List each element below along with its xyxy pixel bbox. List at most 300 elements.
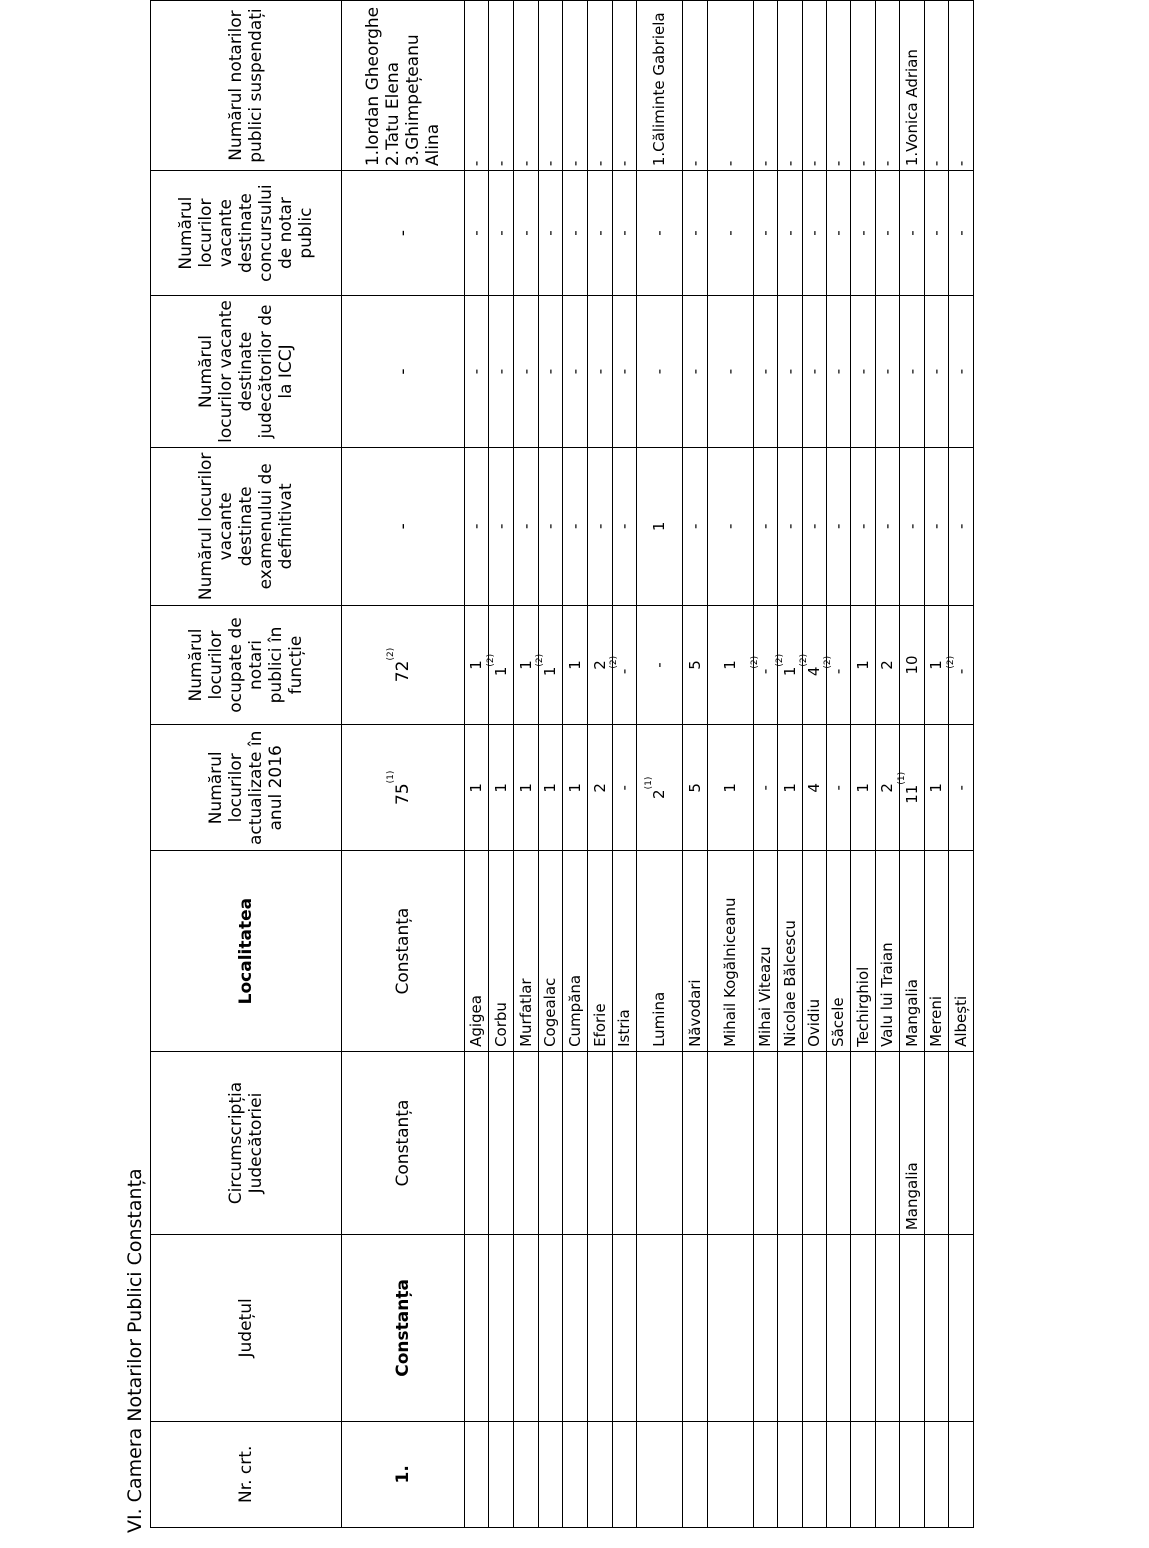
value: -: [829, 785, 847, 791]
cell-localitate: [539, 851, 563, 1052]
cell-actualizate: [514, 725, 539, 851]
value: -: [565, 160, 584, 167]
value: -: [853, 368, 872, 375]
cell-ocupate: [851, 605, 876, 725]
value: 2: [590, 660, 609, 670]
cell-suspendati: [708, 1, 754, 171]
cell-concurs: [778, 171, 803, 296]
value: -: [927, 368, 945, 375]
cell-concurs: [514, 171, 539, 296]
value: -: [721, 523, 739, 530]
cell-judet: [851, 1235, 876, 1422]
cell-iccj: [900, 296, 925, 448]
cell-definitivat: [539, 448, 563, 606]
cell-iccj: [754, 296, 778, 448]
cell-actualizate: [949, 725, 974, 851]
footnote-mark: (2): [750, 655, 760, 669]
notary-table: [150, 0, 974, 1528]
cell-nr: [489, 1421, 514, 1527]
cell-actualizate: [613, 725, 637, 851]
cell-iccj: [465, 296, 489, 448]
cell-concurs: [851, 171, 876, 296]
cell-judet: [489, 1235, 514, 1422]
cell-definitivat: [754, 448, 778, 606]
table-row: [465, 1, 489, 1528]
value: -: [721, 230, 739, 236]
cell-actualizate: [778, 725, 803, 851]
value: -: [951, 523, 970, 530]
header-iccj: Numărul locurilor vacante destinate judecătorilor de la ICCJ: [151, 296, 342, 448]
cell-judet: [539, 1235, 563, 1422]
cell-actualizate: [489, 725, 514, 851]
value: -: [853, 523, 872, 530]
header-nr: Nr. crt.: [151, 1421, 342, 1527]
value: -: [780, 230, 799, 236]
cell-concurs: [539, 171, 563, 296]
cell-suspendati: [613, 1, 637, 171]
cell-circumscriptie: [637, 1051, 683, 1234]
cell-concurs: [708, 171, 754, 296]
cell-ocupate: [563, 605, 588, 725]
cell-actualizate: [803, 725, 827, 851]
cell-definitivat: [588, 448, 613, 606]
cell-concurs: [563, 171, 588, 296]
value: Mereni: [927, 996, 945, 1047]
cell-actualizate: [342, 725, 465, 851]
cell-iccj: [876, 296, 900, 448]
value: -: [615, 785, 633, 791]
value: 2: [878, 660, 896, 670]
value: Săcele: [829, 997, 847, 1047]
value: Eforie: [590, 1003, 609, 1047]
value: -: [590, 523, 609, 530]
cell-ocupate: [945, 605, 974, 725]
cell-definitivat: [563, 448, 588, 606]
value: -: [541, 230, 559, 236]
cell-localitate: [851, 851, 876, 1052]
value: 1: [565, 783, 584, 793]
value: 1: [516, 660, 535, 670]
footnote-mark: (1): [644, 776, 654, 790]
cell-definitivat: [827, 448, 851, 606]
cell-concurs: [876, 171, 900, 296]
cell-judet: [514, 1235, 539, 1422]
table-row: [876, 1, 900, 1528]
cell-nr: [925, 1421, 949, 1527]
cell-circumscriptie: [803, 1051, 827, 1234]
value: -: [541, 160, 559, 167]
cell-judet: [827, 1235, 851, 1422]
cell-nr: 1.: [342, 1421, 465, 1527]
cell-localitate: [708, 851, 754, 1052]
cell-ocupate: [823, 605, 851, 725]
value: -: [467, 368, 485, 375]
table-row: [563, 1, 588, 1528]
header-actualizate: Numărul locurilor actualizate în anul 2016: [151, 725, 342, 851]
value: -: [491, 230, 510, 236]
table-row: [778, 1, 803, 1528]
table-row-main: [342, 1, 465, 1528]
value: 10: [902, 655, 921, 675]
cell-judet: [778, 1235, 803, 1422]
value: -: [780, 160, 799, 167]
table-row: [489, 1, 514, 1528]
cell-circumscriptie: [588, 1051, 613, 1234]
footnote-mark: (1): [896, 771, 907, 785]
cell-actualizate: [827, 725, 851, 851]
value: -: [541, 368, 559, 375]
cell-judet: [925, 1235, 949, 1422]
cell-ocupate: [465, 605, 489, 725]
cell-circumscriptie: [778, 1051, 803, 1234]
cell-ocupate: [925, 605, 949, 725]
cell-judet: [754, 1235, 778, 1422]
value: -: [927, 230, 945, 236]
cell-iccj: [588, 296, 613, 448]
cell-suspendati: [851, 1, 876, 171]
cell-definitivat: [900, 448, 925, 606]
value: 1: [780, 783, 799, 793]
table-row: [539, 1, 563, 1528]
cell-iccj: [778, 296, 803, 448]
value: 4: [805, 783, 823, 793]
cell-nr: [637, 1421, 683, 1527]
table-row: [708, 1, 754, 1528]
value: -: [927, 160, 945, 167]
cell-suspendati: [803, 1, 827, 171]
value: Istria: [615, 1009, 633, 1047]
value: Mihail Kogălniceanu: [721, 897, 739, 1047]
value: 1.Căliminte Gabriela: [650, 12, 668, 167]
header-concurs: Numărul locurilor vacante destinate concursului de notar public: [151, 171, 342, 296]
value: -: [878, 523, 896, 530]
cell-definitivat: [876, 448, 900, 606]
cell-localitate: [613, 851, 637, 1052]
cell-iccj: [851, 296, 876, 448]
value: 75: [393, 783, 413, 805]
cell-localitate: Constanța: [342, 851, 465, 1052]
cell-suspendati: [876, 1, 900, 171]
cell-circumscriptie: [514, 1051, 539, 1234]
value: -: [565, 230, 584, 236]
value: 2: [590, 783, 609, 793]
cell-suspendati: [778, 1, 803, 171]
value: 1: [516, 783, 535, 793]
value: Cumpăna: [565, 974, 584, 1047]
value: Ovidiu: [805, 998, 823, 1047]
page-title: VI. Camera Notarilor Publici Constanța: [124, 1168, 146, 1533]
value: -: [756, 668, 774, 675]
value: -: [756, 523, 774, 530]
cell-definitivat: [778, 448, 803, 606]
cell-iccj: [708, 296, 754, 448]
value: Murfatlar: [516, 978, 535, 1047]
cell-nr: [514, 1421, 539, 1527]
value: 1: [491, 783, 510, 793]
value: -: [927, 523, 945, 530]
cell-suspendati: [489, 1, 514, 171]
value: 1: [927, 783, 945, 793]
cell-iccj: [683, 296, 708, 448]
cell-judet: [949, 1235, 974, 1422]
cell-nr: [708, 1421, 754, 1527]
cell-suspendati: [949, 1, 974, 171]
cell-definitivat: [489, 448, 514, 606]
value: -: [650, 662, 668, 668]
cell-judet: [588, 1235, 613, 1422]
cell-nr: [827, 1421, 851, 1527]
cell-suspendati: [588, 1, 613, 171]
cell-ocupate: [708, 605, 754, 725]
footnote-mark: (2): [799, 653, 809, 667]
cell-ocupate: [535, 605, 563, 725]
cell-actualizate: [896, 725, 925, 851]
cell-judet: Constanța: [342, 1235, 465, 1422]
value: Techirghiol: [853, 966, 872, 1047]
cell-circumscriptie: [876, 1051, 900, 1234]
cell-definitivat: [851, 448, 876, 606]
cell-concurs: [827, 171, 851, 296]
cell-concurs: [465, 171, 489, 296]
value: -: [878, 368, 896, 375]
cell-suspendati: [514, 1, 539, 171]
value: -: [565, 523, 584, 530]
value: 5: [685, 660, 704, 670]
cell-suspendati: [465, 1, 489, 171]
value: Valu lui Traian: [878, 942, 896, 1047]
cell-nr: [803, 1421, 827, 1527]
value: -: [590, 230, 609, 236]
cell-localitate: [465, 851, 489, 1052]
cell-localitate: [876, 851, 900, 1052]
cell-localitate: [588, 851, 613, 1052]
cell-iccj: [827, 296, 851, 448]
cell-nr: [900, 1421, 925, 1527]
value: -: [756, 230, 774, 236]
cell-concurs: [949, 171, 974, 296]
cell-judet: [900, 1235, 925, 1422]
value: -: [951, 230, 970, 236]
cell-suspendati: [563, 1, 588, 171]
cell-circumscriptie: [925, 1051, 949, 1234]
table-row: [827, 1, 851, 1528]
value: -: [902, 523, 921, 530]
cell-suspendati: [342, 1, 465, 171]
value: 5: [685, 783, 704, 793]
cell-definitivat: [925, 448, 949, 606]
table-row: [803, 1, 827, 1528]
value: -: [615, 230, 633, 236]
cell-suspendati: [925, 1, 949, 171]
value: -: [902, 230, 921, 236]
cell-definitivat: [514, 448, 539, 606]
value: 1: [467, 783, 485, 793]
value: Lumina: [650, 991, 668, 1047]
value: -: [467, 230, 485, 236]
cell-ocupate: [750, 605, 778, 725]
value: 1: [541, 666, 559, 677]
value: Mangalia: [902, 1162, 921, 1231]
footnote-mark: (2): [485, 653, 496, 667]
value: -: [565, 368, 584, 375]
cell-actualizate: [708, 725, 754, 851]
cell-suspendati: [683, 1, 708, 171]
cell-definitivat: [613, 448, 637, 606]
table-row: [900, 1, 925, 1528]
cell-circumscriptie: [827, 1051, 851, 1234]
cell-judet: [465, 1235, 489, 1422]
footnote-mark: (2): [535, 653, 545, 667]
cell-definitivat: [708, 448, 754, 606]
value: Mangalia: [902, 979, 921, 1047]
value: -: [467, 523, 485, 530]
cell-ocupate: [485, 605, 514, 725]
cell-iccj: [563, 296, 588, 448]
value: -: [951, 668, 970, 675]
header-ocupate: Numărul locurilor ocupate de notari publici în funcție: [151, 605, 342, 725]
value: 11: [902, 784, 921, 804]
value: 1: [927, 660, 945, 670]
table-row: [514, 1, 539, 1528]
value: -: [615, 368, 633, 375]
value: Albești: [951, 995, 970, 1047]
cell-localitate: [803, 851, 827, 1052]
cell-judet: [613, 1235, 637, 1422]
cell-iccj: [613, 296, 637, 448]
cell-ocupate: [609, 605, 637, 725]
cell-ocupate: [637, 605, 683, 725]
value: -: [516, 523, 535, 530]
cell-nr: [539, 1421, 563, 1527]
cell-localitate: [778, 851, 803, 1052]
value: -: [780, 368, 799, 375]
cell-definitivat: [949, 448, 974, 606]
cell-nr: [465, 1421, 489, 1527]
value: 72: [393, 660, 413, 683]
table-row: [683, 1, 708, 1528]
value: -: [650, 230, 668, 236]
header-circumscriptie: Circumscripția Judecătoriei: [151, 1051, 342, 1234]
table-row: [613, 1, 637, 1528]
cell-nr: [613, 1421, 637, 1527]
value: -: [878, 230, 896, 236]
cell-ocupate: [876, 605, 900, 725]
value: -: [951, 160, 970, 167]
cell-iccj: [539, 296, 563, 448]
value: -: [829, 160, 847, 167]
cell-actualizate: [637, 725, 683, 851]
value: -: [491, 368, 510, 375]
value: -: [685, 368, 704, 375]
cell-nr: [949, 1421, 974, 1527]
cell-iccj: [637, 296, 683, 448]
footnote-mark: (2): [609, 655, 619, 669]
value: -: [829, 668, 847, 675]
cell-judet: [708, 1235, 754, 1422]
suspended-notary: 1.Iordan Gheorghe: [363, 6, 383, 167]
value: 1: [721, 660, 739, 670]
value: -: [902, 368, 921, 375]
cell-localitate: [683, 851, 708, 1052]
value: -: [805, 160, 823, 167]
value: 1: [853, 660, 872, 670]
header-definitivat: Numărul locurilor vacante destinate examenului de definitivat: [151, 448, 342, 606]
value: 1: [491, 666, 510, 677]
cell-concurs: [613, 171, 637, 296]
value: -: [685, 523, 704, 530]
value: -: [516, 230, 535, 236]
cell-definitivat: [465, 448, 489, 606]
value: 1: [565, 660, 584, 670]
value: -: [721, 368, 739, 375]
value: 1: [780, 666, 799, 677]
cell-judet: [683, 1235, 708, 1422]
value: -: [878, 160, 896, 167]
cell-circumscriptie: [949, 1051, 974, 1234]
cell-localitate: [949, 851, 974, 1052]
cell-localitate: [637, 851, 683, 1052]
cell-concurs: [637, 171, 683, 296]
cell-nr: [754, 1421, 778, 1527]
cell-actualizate: [851, 725, 876, 851]
cell-actualizate: [539, 725, 563, 851]
value: -: [853, 160, 872, 167]
cell-definitivat: -: [342, 448, 465, 606]
cell-suspendati: [754, 1, 778, 171]
value: -: [467, 160, 485, 167]
header-localitate: Localitatea: [151, 851, 342, 1052]
cell-circumscriptie: [489, 1051, 514, 1234]
cell-concurs: [754, 171, 778, 296]
table-row: [637, 1, 683, 1528]
value: -: [829, 230, 847, 236]
value: 1.Vonica Adrian: [902, 49, 921, 167]
cell-iccj: [949, 296, 974, 448]
value: -: [615, 523, 633, 530]
value: Agigea: [467, 995, 485, 1047]
cell-actualizate: [465, 725, 489, 851]
cell-actualizate: [876, 725, 900, 851]
footnote-mark: (2): [774, 653, 785, 667]
cell-nr: [683, 1421, 708, 1527]
value: -: [951, 785, 970, 791]
cell-iccj: [514, 296, 539, 448]
cell-iccj: [489, 296, 514, 448]
value: -: [756, 368, 774, 375]
value: -: [491, 523, 510, 530]
value: Mihai Viteazu: [756, 946, 774, 1047]
cell-actualizate: [925, 725, 949, 851]
header-judet: Județul: [151, 1235, 342, 1422]
value: -: [615, 668, 633, 675]
footnote-mark: (2): [386, 647, 396, 661]
cell-actualizate: [754, 725, 778, 851]
value: -: [615, 160, 633, 167]
cell-iccj: [803, 296, 827, 448]
cell-actualizate: [683, 725, 708, 851]
cell-nr: [851, 1421, 876, 1527]
suspended-notary: 2.Tatu Elena: [383, 61, 403, 167]
footnote-mark: (2): [823, 655, 833, 669]
value: -: [590, 368, 609, 375]
cell-definitivat: [637, 448, 683, 606]
value: 1: [467, 660, 485, 670]
value: -: [805, 523, 823, 530]
value: -: [829, 523, 847, 530]
cell-ocupate: [342, 605, 465, 725]
header-suspendati: Numărul notarilor publici suspendați: [151, 1, 342, 171]
suspended-notary: 3.Ghimpețeanu Alina: [403, 34, 443, 167]
